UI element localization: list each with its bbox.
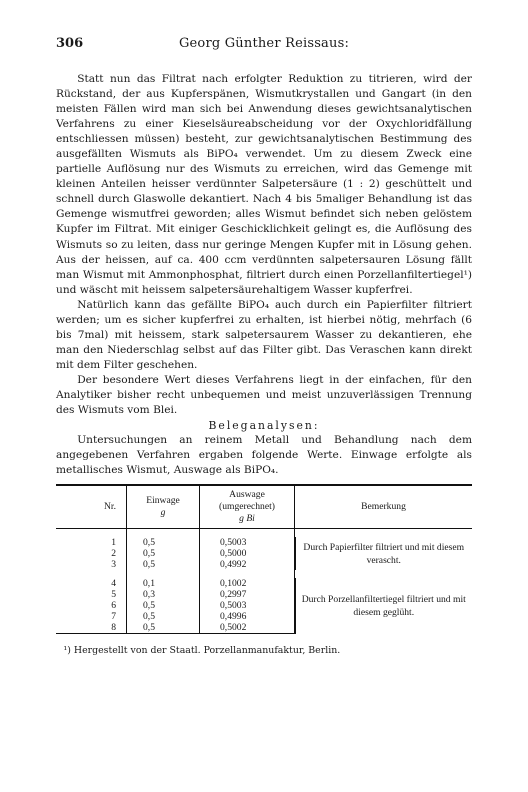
page-header (56, 36, 472, 58)
book-page (56, 36, 472, 657)
header-nr: Nr. (56, 485, 127, 529)
remark-group-1: Durch Papierfilter filtriert und mit diesem verascht. (295, 537, 473, 570)
body-paragraph: Statt nun das Filtrat nach erfolgter Reduktion zu titrieren, wird der Rückstand, der aus Kupferspänen, Wismutkrystallen und Gangart (in den meisten Fällen wird man sich bei Anwendung dieses gewichtsanalytischen Verfahrens zu einer Kieselsäureabscheidung vor der Oxychloridfällung entschliessen müssen) besteht, zur gewichtsanalytischen Bestimmung des ausgefällten Wismuts als BiPO₄ verwendet. Um zu diesem Zweck eine partielle Auflösung nur des Wismuts zu erreichen, wird das Gemenge mit kleinen Anteilen heisser verdünnter Salpetersäure (1 : 2) geschüttelt und schnell durch Glaswolle dekantiert. Nach 4 bis 5maliger Behandlung ist das Gemenge wismutfrei geworden; alles Wismut befindet sich neben gelöstem Kupfer im Filtrat. Mit einiger Geschicklichkeit gelingt es, die Auflösung des Wismuts so zu leiten, dass nur geringe Mengen Kupfer mit in Lösung gehen. Aus der heissen, auf ca. 400 ccm verdünnten salpetersauren Lösung fällt man Wismut mit Ammonphosphat, filtriert durch einen Porzellanfiltertiegel¹) und wäscht mit heissem salpetersäurehaltigem Wasser kupferfrei. (56, 73, 472, 296)
table-row: 3 0,5 0,4992 (56, 559, 472, 570)
header-bemerkung: Bemerkung (295, 485, 473, 529)
intro-paragraph: Untersuchungen an reinem Metall und Behandlung nach dem angegebenen Verfahren ergaben folgende Werte. Einwage erfolgte als metallisches Wismut, Auswage als BiPO₄. (56, 434, 472, 477)
page-number: 306 (56, 36, 84, 51)
table-row: 2 0,5 0,5000 (56, 548, 472, 559)
running-title: Georg Günther Reissaus: (178, 36, 350, 51)
header-auswage: Auswage (umgerechnet) g Bi (200, 485, 295, 529)
body-paragraph: Natürlich kann das gefällte BiPO₄ auch durch ein Papierfilter filtriert werden; um es sicher kupferfrei zu erhalten, ist hierbei nötig, mehrfach (6 bis 7mal) mit heissem, stark salpetersaurem Wasser zu dekantieren, ehe man den Niederschlag selbst auf das Filter gibt. Das Veraschen kann direkt mit dem Filter geschehen. (56, 298, 472, 371)
table-row: 7 0,5 0,4996 (56, 611, 472, 622)
results-table (56, 484, 472, 634)
table-row: 1 0,5 0,5003 Durch Papierfilter filtriert und mit diesem verascht. (56, 537, 472, 548)
header-einwage: Einwage g (127, 485, 200, 529)
footnote: ¹) Hergestellt von der Staatl. Porzellanmanufaktur, Berlin. (63, 645, 341, 657)
body-paragraph: Der besondere Wert dieses Verfahrens liegt in der einfachen, für den Analytiker bisher recht unbequemen und meist unzuverlässigen Trennung des Wismuts vom Blei. (56, 373, 472, 417)
table-row: 6 0,5 0,5003 (56, 600, 472, 611)
remark-group-2: Durch Porzellanfiltertiegel filtriert und mit diesem geglüht. (295, 578, 473, 634)
section-title: Beleganalysen: (208, 419, 320, 433)
table-row: 5 0,3 0,2997 (56, 589, 472, 600)
table-row: 4 0,1 0,1002 Durch Porzellanfiltertiegel filtriert und mit diesem geglüht. (56, 578, 472, 589)
table-row: 8 0,5 0,5002 (56, 622, 472, 634)
